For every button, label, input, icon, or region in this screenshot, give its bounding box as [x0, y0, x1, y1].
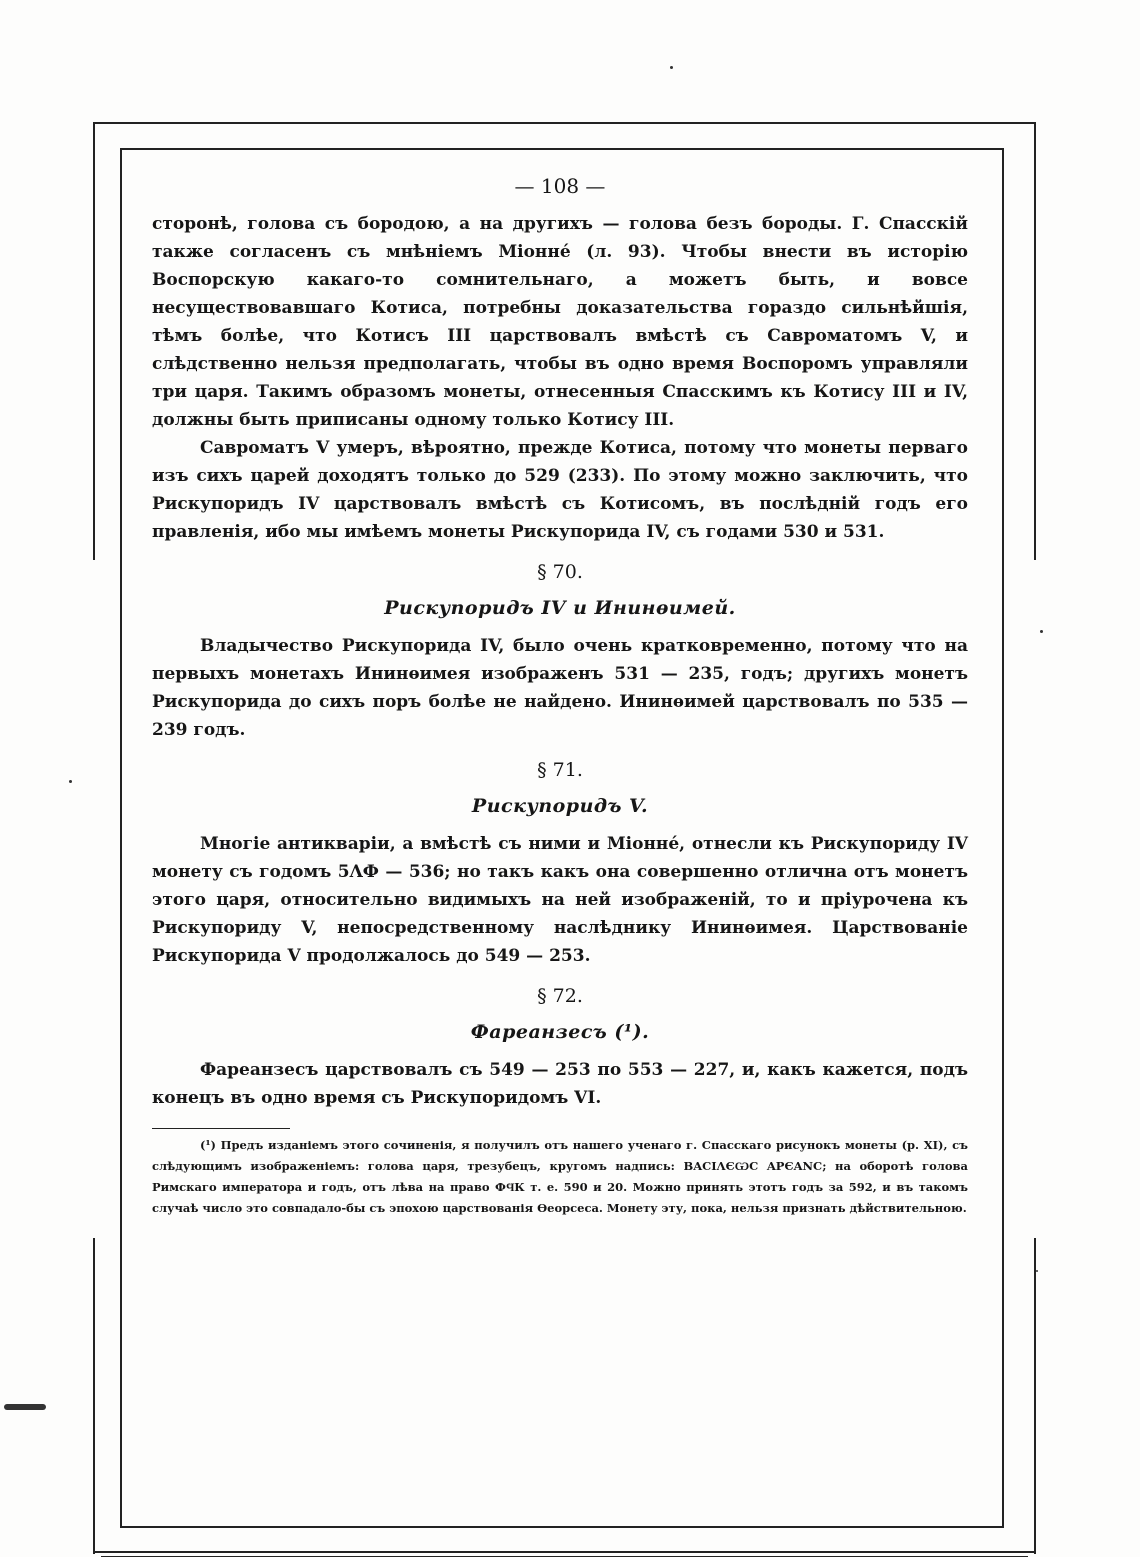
section-71-number: § 71. [537, 759, 583, 781]
section-70-text: Владычество Рискупорида IV, было очень кратковременно, потому что на первыхъ монетахъ Ининѳимея изображенъ 531 — 235, годъ; другихъ монетъ Рискупорида до сихъ поръ болѣе не найдено. Ининѳимей царствовалъ по 535 — 239 годъ. [152, 636, 968, 740]
section-71-text: Многіе антикваріи, а вмѣстѣ съ ними и Міонне́, отнесли къ Рискупориду IV монету съ годомъ 5ΛФ — 536; но такъ какъ она совершенно отлична отъ монетъ этого царя, относительно видимыхъ на ней изображеній, то и пріурочена къ Рискупориду V, непосредственному наслѣднику Ининѳимея. Царствованіе Рискупорида V продолжалось до 549 — 253. [152, 834, 968, 966]
intro-paragraph-1: сторонѣ, голова съ бородою, а на другихъ — голова безъ бороды. Г. Спасскій также согласенъ съ мнѣніемъ Міонне́ (л. 93). Чтобы внести въ исторію Воспорскую какаго-то сомнительнаго, а можетъ быть, и вовсе несуществовавшаго Котиса, потребны доказательства гораздо сильнѣйшія, тѣмъ болѣе, что Котисъ III царствовалъ вмѣстѣ съ Савроматомъ V, и слѣдственно нельзя предполагать, чтобы въ одно время Воспоромъ управляли три царя. Такимъ образомъ монеты, отнесенныя Спасскимъ къ Котису III и IV, должны быть приписаны одному только Котису III. [152, 214, 968, 430]
section-71-title: Рискупоридъ V. [471, 795, 649, 817]
footnote: (¹) Предъ изданіемъ этого сочиненія, я получилъ отъ нашего ученаго г. Спасскаго рисунокъ монеты (р. XI), съ слѣдующимъ изображеніемъ: голова царя, трезубецъ, кругомъ надпись: BACIΛЄѠC APЄANC; на оборотѣ голова Римскаго императора и годъ, отъ лѣва на право ФϤК т. е. 590 и 20. Можно принять этотъ годъ за 592, и въ такомъ случаѣ число это совпадало-бы съ эпохою царствованія Ѳеорсеса. Монету эту, пока, нельзя признать дѣйствительною. [152, 1138, 968, 1215]
scan-speck [69, 780, 72, 783]
section-72-number: § 72. [537, 985, 583, 1007]
section-72-title: Фареанзесъ (¹). [470, 1021, 650, 1043]
page-number: — 108 — [514, 174, 606, 198]
scan-speck [4, 1404, 46, 1410]
scan-speck [1040, 630, 1043, 633]
footnote-rule [152, 1128, 290, 1129]
section-70-number: § 70. [537, 561, 583, 583]
section-72-text: Фареанзесъ царствовалъ съ 549 — 253 по 553 — 227, и, какъ кажется, подъ конецъ въ одно время съ Рискупоридомъ VI. [152, 1060, 968, 1108]
outer-frame-bottom-rule-1 [93, 1551, 1036, 1553]
scan-speck [670, 66, 673, 69]
page-content [152, 172, 968, 1219]
section-70-title: Рискупоридъ IV и Ининѳимей. [384, 597, 736, 619]
scan-speck [1036, 1270, 1038, 1272]
intro-paragraph-2: Савроматъ V умеръ, вѣроятно, прежде Котиса, потому что монеты перваго изъ сихъ царей доходятъ только до 529 (233). По этому можно заключить, что Рискупоридъ IV царствовалъ вмѣстѣ съ Котисомъ, въ послѣдній годъ его правленія, ибо мы имѣемъ монеты Рискупорида IV, съ годами 530 и 531. [152, 438, 968, 542]
